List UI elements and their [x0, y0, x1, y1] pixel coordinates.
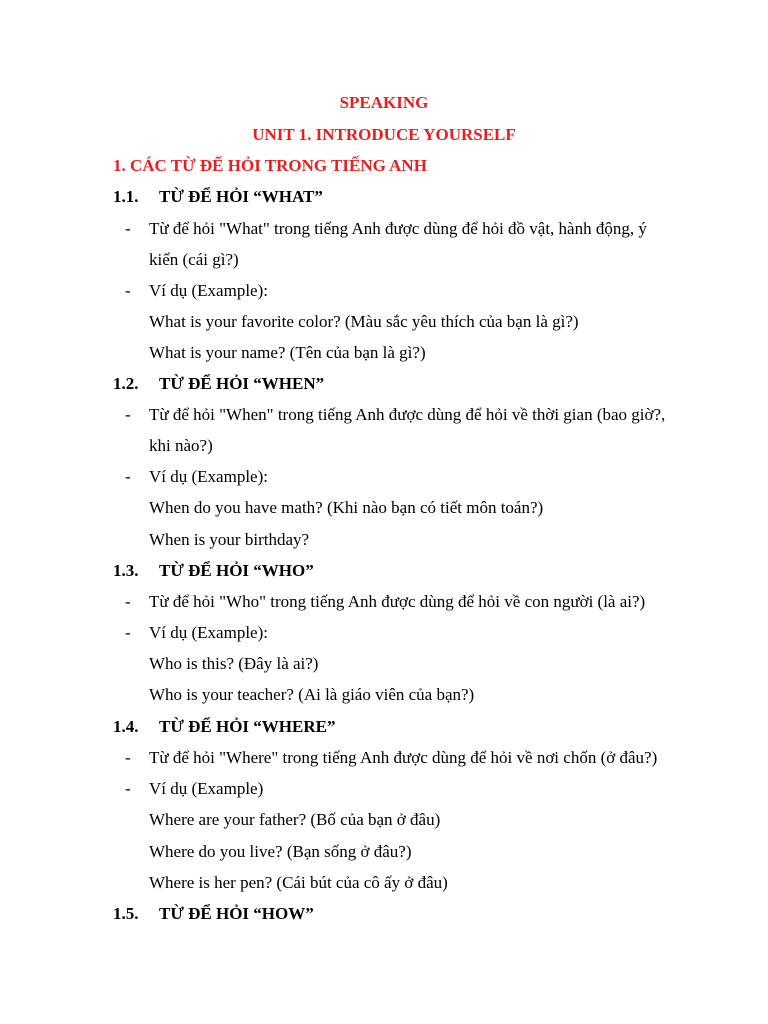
bullet-dash: - — [125, 779, 131, 798]
description-line: kiến (cái gì?) — [149, 250, 239, 269]
bullet-dash: - — [125, 623, 131, 642]
subsection-heading-1-1 — [113, 187, 323, 207]
subsection-title: TỪ ĐỂ HỎI “WHERE” — [159, 717, 336, 736]
doc-title: SPEAKING — [339, 93, 429, 112]
example-label: Ví dụ (Example): — [149, 623, 268, 642]
description-line: Từ để hỏi "What" trong tiếng Anh được dùng để hỏi đồ vật, hành động, ý — [149, 219, 647, 238]
subsection-title: TỪ ĐỂ HỎI “WHEN” — [159, 374, 325, 393]
description-line: Từ để hỏi "Where" trong tiếng Anh được dùng để hỏi về nơi chốn (ở đâu?) — [149, 748, 658, 767]
subsection-number: 1.5. — [113, 904, 139, 923]
description-line: khi nào?) — [149, 436, 213, 455]
example-line: Where is her pen? (Cái bút của cô ấy ở đâu) — [149, 873, 448, 892]
example-line: Who is this? (Đây là ai?) — [149, 654, 319, 673]
subsection-heading-1-4 — [113, 717, 335, 737]
example-label: Ví dụ (Example): — [149, 281, 268, 300]
subsection-number: 1.1. — [113, 187, 139, 206]
bullet-dash: - — [125, 405, 131, 424]
example-line: Where do you live? (Bạn sống ở đâu?) — [149, 842, 412, 861]
subsection-number: 1.3. — [113, 561, 139, 580]
bullet-dash: - — [125, 281, 131, 300]
example-line: What is your favorite color? (Màu sắc yêu thích của bạn là gì?) — [149, 312, 579, 331]
example-line: When do you have math? (Khi nào bạn có tiết môn toán?) — [149, 498, 544, 517]
section-heading-1: 1. CÁC TỪ ĐỂ HỎI TRONG TIẾNG ANH — [113, 156, 427, 175]
subsection-number: 1.2. — [113, 374, 139, 393]
bullet-dash: - — [125, 467, 131, 486]
example-line: Who is your teacher? (Ai là giáo viên của bạn?) — [149, 685, 475, 704]
bullet-dash: - — [125, 592, 131, 611]
subsection-heading-1-3 — [113, 561, 314, 581]
example-line: What is your name? (Tên của bạn là gì?) — [149, 343, 426, 362]
example-line: When is your birthday? — [149, 530, 310, 549]
subsection-title: TỪ ĐỂ HỎI “HOW” — [159, 904, 314, 923]
subsection-heading-1-2 — [113, 374, 324, 394]
subsection-heading-1-5 — [113, 904, 314, 924]
example-line: Where are your father? (Bố của bạn ở đâu) — [149, 810, 441, 829]
example-label: Ví dụ (Example): — [149, 467, 268, 486]
bullet-dash: - — [125, 219, 131, 238]
description-line: Từ để hỏi "When" trong tiếng Anh được dùng để hỏi về thời gian (bao giờ?, — [149, 405, 666, 424]
description-line: Từ để hỏi "Who" trong tiếng Anh được dùng để hỏi về con người (là ai?) — [149, 592, 646, 611]
subsection-number: 1.4. — [113, 717, 139, 736]
doc-subtitle: UNIT 1. INTRODUCE YOURSELF — [252, 125, 516, 144]
example-label: Ví dụ (Example) — [149, 779, 264, 798]
subsection-title: TỪ ĐỂ HỎI “WHAT” — [159, 187, 323, 206]
subsection-title: TỪ ĐỂ HỎI “WHO” — [159, 561, 314, 580]
bullet-dash: - — [125, 748, 131, 767]
